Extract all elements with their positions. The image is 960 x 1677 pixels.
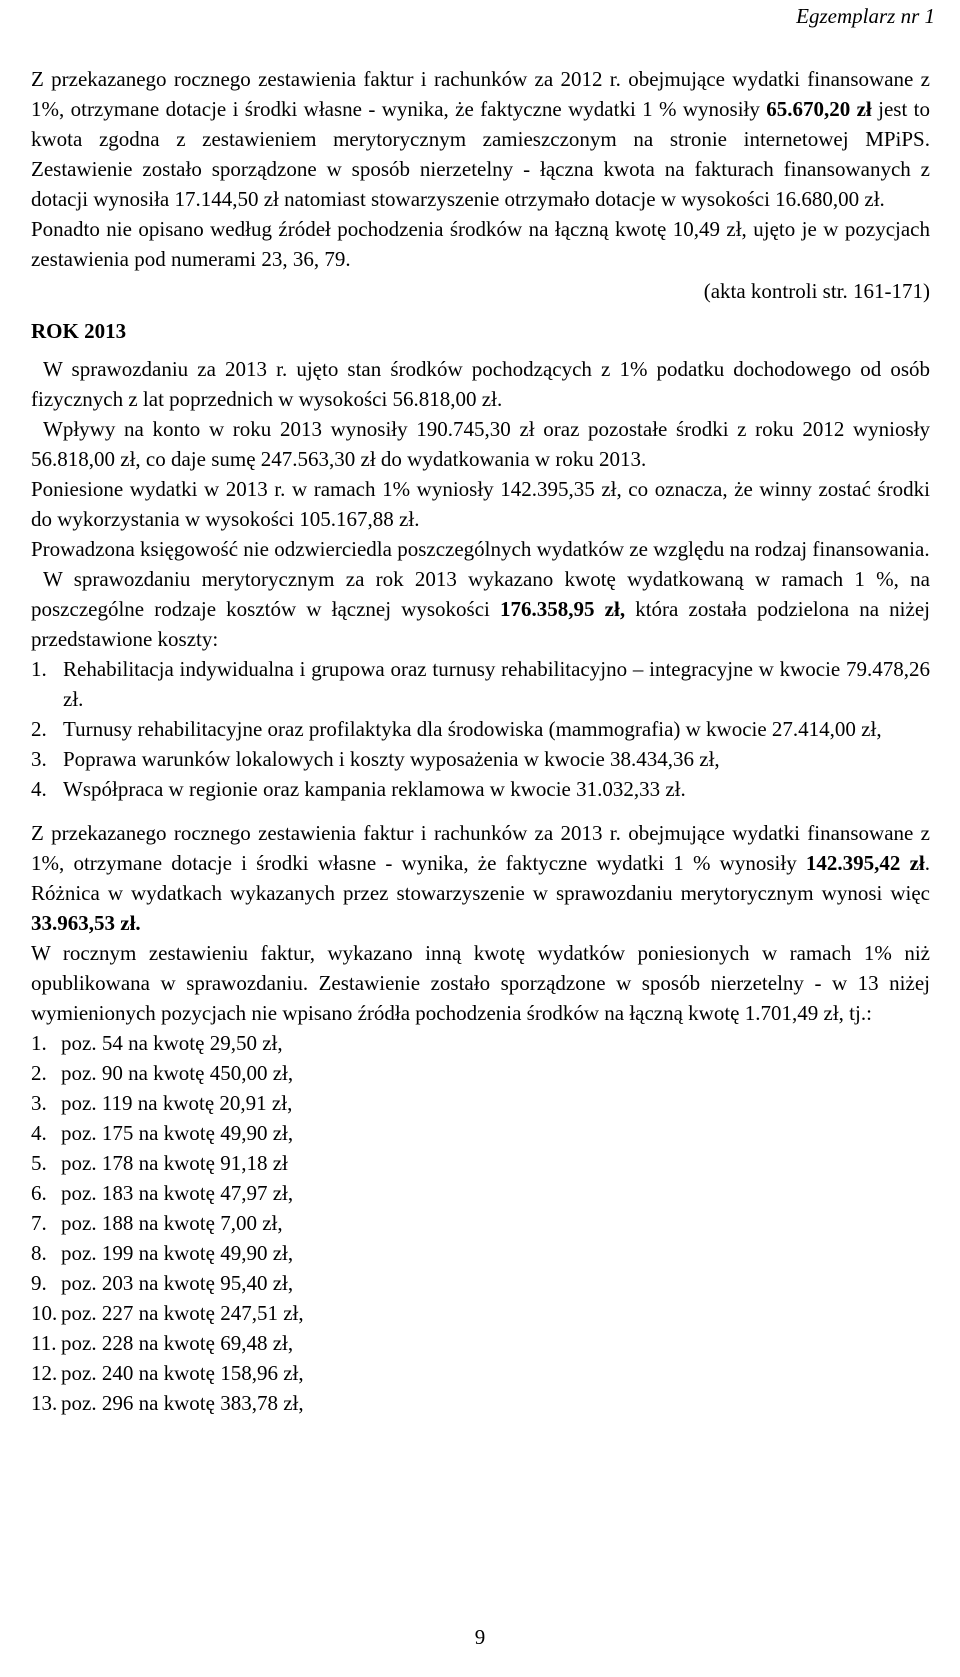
paragraph-2013-accounting: Prowadzona księgowość nie odzwierciedla poszczególnych wydatków ze względu na rodzaj finansowania. [31, 537, 930, 561]
cost-item [31, 774, 930, 804]
text-span: . Różnica w wydatkach wykazanych przez stowarzyszenie w sprawozdaniu merytorycznym wynosi więc [31, 851, 930, 905]
list-item-text: poz. 199 na kwotę 49,90 zł, [61, 1241, 294, 1265]
page-number: 9 [474, 1625, 486, 1649]
position-list [31, 1028, 930, 1418]
list-item-text: poz. 183 na kwotę 47,97 zł, [61, 1181, 294, 1205]
paragraph-2013-report [31, 564, 930, 654]
text-span: jest to kwota zgodna z zestawieniem merytorycznym zamieszczonym na stronie internetowej MPiPS. Zestawienie zostało sporządzone w sposób nierzetelny - łączna kwota na fakturach finansowanych z dotacji wynosiła 17.144,50 zł natomiast stowarzyszenie otrzymało dotacje w wysokości 16.680,00 zł. [31, 97, 931, 211]
paragraph-2012-unassigned: Ponadto nie opisano według źródeł pochodzenia środków na łączną kwotę 10,49 zł, ujęto je w pozycjach zestawienia pod numerami 23, 36, 79. [31, 217, 930, 271]
list-item-number: 4. [31, 777, 47, 801]
position-item [31, 1118, 930, 1148]
list-item-number: 13. [31, 1391, 58, 1415]
list-item-number: 10. [31, 1301, 58, 1325]
list-item-text: poz. 203 na kwotę 95,40 zł, [61, 1271, 294, 1295]
list-item-number: 11. [31, 1331, 57, 1355]
list-item-number: 3. [31, 1091, 47, 1115]
position-item [31, 1328, 930, 1358]
position-item [31, 1088, 930, 1118]
position-item [31, 1388, 930, 1418]
list-item-number: 4. [31, 1121, 47, 1145]
amount-bold: 65.670,20 zł [766, 97, 872, 121]
position-item [31, 1148, 930, 1178]
text-span: Z przekazanego rocznego zestawienia faktur i rachunków za 2013 r. obejmujące wydatki finansowane z 1%, otrzymane dotacje i środki własne - wynika, że faktyczne wydatki 1 % wynosiły [31, 821, 930, 875]
list-item-number: 1. [31, 1031, 47, 1055]
position-item [31, 1358, 930, 1388]
cost-item [31, 744, 930, 774]
position-item [31, 1238, 930, 1268]
paragraph-2013-unassigned: W rocznym zestawieniu faktur, wykazano inną kwotę wydatków poniesionych w ramach 1% niż opublikowana w sprawozdaniu. Zestawienie zostało sporządzone w sposób nierzetelny - w 13 niżej wymienionych pozycjach nie wpisano źródła pochodzenia środków na łączną kwotę 1.701,49 zł, tj.: [31, 941, 930, 1025]
list-item-text: poz. 227 na kwotę 247,51 zł, [61, 1301, 304, 1325]
list-item-text: Rehabilitacja indywidualna i grupowa oraz turnusy rehabilitacyjno – integracyjne w kwocie 79.478,26 zł. [63, 657, 930, 711]
amount-bold: 176.358,95 zł, [500, 597, 626, 621]
list-item-text: Współpraca w regionie oraz kampania reklamowa w kwocie 31.032,33 zł. [63, 777, 686, 801]
paragraph-2013-income: Wpływy na konto w roku 2013 wynosiły 190.745,30 zł oraz pozostałe środki z roku 2012 wyniosły 56.818,00 zł, co daje sumę 247.563,30 zł do wydatkowania w roku 2013. [31, 417, 930, 471]
cost-list [31, 654, 930, 804]
position-item [31, 1058, 930, 1088]
position-item [31, 1298, 930, 1328]
paragraph-2013-expenses: Poniesione wydatki w 2013 r. w ramach 1% wyniosły 142.395,35 zł, co oznacza, że winny zostać środki do wykorzystania w wysokości 105.167,88 zł. [31, 477, 930, 531]
text-span: która została podzielona na niżej przedstawione koszty: [31, 597, 930, 651]
list-item-number: 6. [31, 1181, 47, 1205]
list-item-number: 12. [31, 1361, 58, 1385]
list-item-text: poz. 188 na kwotę 7,00 zł, [61, 1211, 283, 1235]
list-item-text: Poprawa warunków lokalowych i koszty wyposażenia w kwocie 38.434,36 zł, [63, 747, 720, 771]
section-heading-2013: ROK 2013 [31, 319, 127, 343]
list-item-text: poz. 54 na kwotę 29,50 zł, [61, 1031, 283, 1055]
list-item-text: poz. 90 na kwotę 450,00 zł, [61, 1061, 294, 1085]
list-item-number: 3. [31, 747, 47, 771]
list-item-number: 5. [31, 1151, 47, 1175]
list-item-text: poz. 178 na kwotę 91,18 zł [61, 1151, 288, 1175]
audit-reference: (akta kontroli str. 161-171) [703, 279, 930, 303]
list-item-text: poz. 296 na kwotę 383,78 zł, [61, 1391, 304, 1415]
list-item-text: Turnusy rehabilitacyjne oraz profilaktyka dla środowiska (mammografia) w kwocie 27.414,00 zł, [63, 717, 882, 741]
paragraph-2012-summary [31, 64, 930, 214]
position-item [31, 1208, 930, 1238]
document-body [31, 64, 930, 1418]
text-span: W sprawozdaniu merytorycznym za rok 2013 wykazano kwotę wydatkowaną w ramach 1 %, na poszczególne rodzaje kosztów w łącznej wysokości [31, 567, 930, 621]
list-item-number: 7. [31, 1211, 47, 1235]
amount-bold: 33.963,53 zł. [31, 911, 141, 935]
position-item [31, 1028, 930, 1058]
list-item-text: poz. 228 na kwotę 69,48 zł, [61, 1331, 294, 1355]
list-item-number: 2. [31, 1061, 47, 1085]
amount-bold: 142.395,42 zł [805, 851, 925, 875]
list-item-text: poz. 175 na kwotę 49,90 zł, [61, 1121, 294, 1145]
paragraph-2013-balance: W sprawozdaniu za 2013 r. ujęto stan środków pochodzących z 1% podatku dochodowego od osób fizycznych z lat poprzednich w wysokości 56.818,00 zł. [31, 357, 930, 411]
list-item-text: poz. 240 na kwotę 158,96 zł, [61, 1361, 304, 1385]
cost-item [31, 654, 930, 714]
list-item-number: 1. [31, 657, 47, 681]
position-item [31, 1178, 930, 1208]
position-item [31, 1268, 930, 1298]
list-item-number: 9. [31, 1271, 47, 1295]
list-item-number: 2. [31, 717, 47, 741]
copy-label: Egzemplarz nr 1 [796, 4, 935, 28]
paragraph-2013-invoices [31, 818, 930, 938]
cost-item [31, 714, 930, 744]
list-item-text: poz. 119 na kwotę 20,91 zł, [61, 1091, 293, 1115]
text-span: Z przekazanego rocznego zestawienia faktur i rachunków za 2012 r. obejmujące wydatki finansowane z 1%, otrzymane dotacje i środki własne - wynika, że faktyczne wydatki 1 % wynosiły [31, 67, 930, 121]
list-item-number: 8. [31, 1241, 47, 1265]
